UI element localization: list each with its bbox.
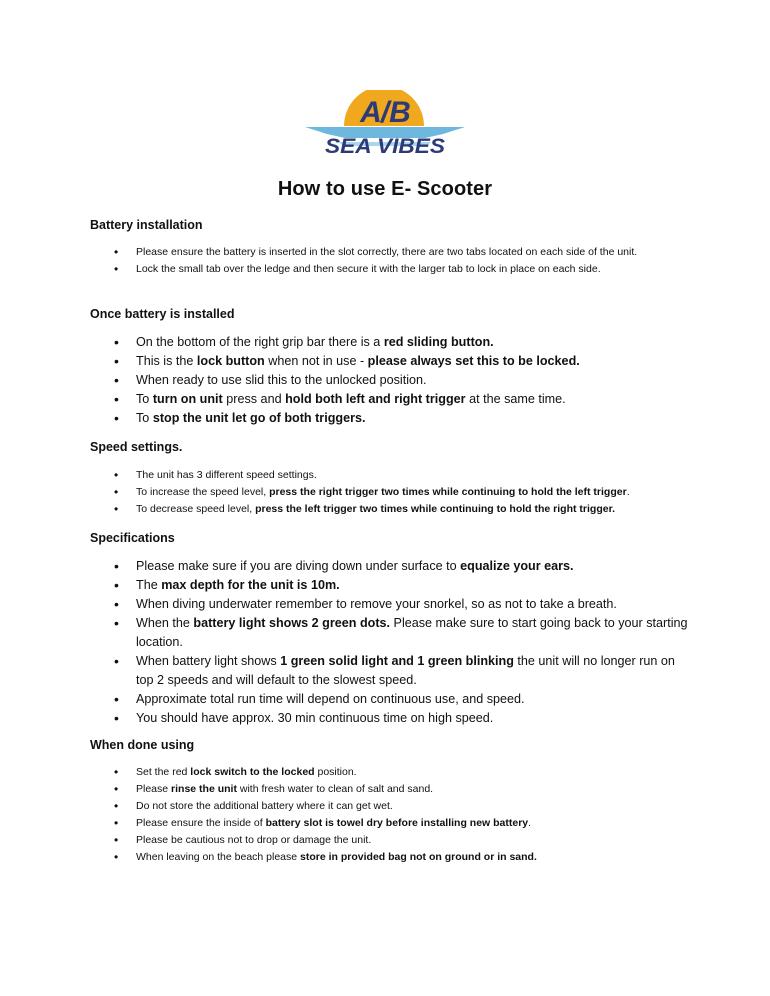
- text-run: .: [626, 486, 630, 498]
- when-done-using-list: [90, 764, 690, 866]
- bold-text-run: press the left trigger two times while continuing to hold the right trigger.: [255, 503, 616, 515]
- text-run: To: [136, 392, 153, 406]
- list-item: [90, 352, 690, 371]
- logo-letter-a: A: [360, 96, 382, 129]
- text-run: position.: [314, 766, 357, 778]
- section-heading-once-battery-installed: Once battery is installed: [90, 307, 235, 321]
- text-run: When battery light shows: [136, 654, 281, 668]
- text-run: When diving underwater remember to remove your snorkel, so as not to take a breath.: [136, 597, 617, 611]
- list-item: [90, 849, 690, 866]
- list-item: [90, 832, 690, 849]
- list-item: [90, 798, 690, 815]
- logo-brand-text: SEA VIBES: [325, 135, 445, 158]
- list-item: [90, 244, 680, 261]
- text-run: When ready to use slid this to the unlocked position.: [136, 373, 427, 387]
- list-item: [90, 652, 690, 690]
- section-heading-battery-installation: Battery installation: [90, 218, 203, 232]
- text-run: Please: [136, 783, 172, 795]
- text-run: When the: [136, 616, 194, 630]
- text-run: To decrease speed level,: [136, 503, 256, 515]
- text-run: with fresh water to clean of salt and sand.: [236, 783, 434, 795]
- list-item: [90, 764, 690, 781]
- list-item: [90, 467, 690, 484]
- bold-text-run: lock switch to the locked: [190, 766, 315, 778]
- battery-installation-list: [90, 244, 680, 278]
- list-item: [90, 614, 690, 652]
- text-run: Lock the small tab over the ledge and then secure it with the larger tab to lock in place on each side.: [136, 263, 601, 275]
- list-item: [90, 557, 690, 576]
- bold-text-run: stop the unit let go of both triggers.: [152, 411, 366, 425]
- bold-text-run: lock button: [196, 354, 265, 368]
- text-run: When leaving on the beach please: [136, 851, 301, 863]
- section-heading-speed-settings: Speed settings.: [90, 440, 183, 454]
- list-item: [90, 815, 690, 832]
- text-run: at the same time.: [465, 392, 566, 406]
- page-title: How to use E- Scooter: [277, 178, 493, 200]
- bold-text-run: equalize your ears.: [460, 559, 574, 573]
- section-heading-specifications: Specifications: [90, 531, 175, 545]
- bold-text-run: press the right trigger two times while continuing to hold the left trigger: [269, 486, 627, 498]
- list-item: [90, 371, 690, 390]
- text-run: On the bottom of the right grip bar there is a: [136, 335, 384, 349]
- bold-text-run: battery slot is towel dry before installing new battery: [265, 817, 529, 829]
- list-item: [90, 709, 690, 728]
- list-item: [90, 484, 690, 501]
- text-run: Approximate total run time will depend on continuous use, and speed.: [136, 692, 525, 706]
- list-item: [90, 595, 690, 614]
- list-item: [90, 261, 680, 278]
- list-item: [90, 501, 690, 518]
- list-item: [90, 409, 690, 428]
- text-run: This is the: [136, 354, 197, 368]
- text-run: Please be cautious not to drop or damage the unit.: [136, 834, 372, 846]
- specifications-list: [90, 557, 690, 728]
- bold-text-run: red sliding button.: [383, 335, 494, 349]
- logo-slash: /: [380, 96, 390, 129]
- text-run: Set the red: [136, 766, 191, 778]
- text-run: The unit has 3 different speed settings.: [136, 469, 317, 481]
- list-item: [90, 690, 690, 709]
- logo-letter-b: B: [389, 96, 411, 129]
- list-item: [90, 333, 690, 352]
- ab-sea-vibes-logo: [303, 90, 467, 158]
- bold-text-run: 1 green solid light and 1 green blinking: [280, 654, 514, 668]
- list-item: [90, 576, 690, 595]
- speed-settings-list: [90, 467, 690, 518]
- text-run: You should have approx. 30 min continuous time on high speed.: [136, 711, 494, 725]
- text-run: when not in use -: [264, 354, 368, 368]
- bold-text-run: please always set this to be locked.: [367, 354, 580, 368]
- text-run: The: [136, 578, 162, 592]
- bold-text-run: turn on unit: [152, 392, 223, 406]
- bold-text-run: battery light shows 2 green dots.: [193, 616, 391, 630]
- text-run: To increase the speed level,: [136, 486, 270, 498]
- bold-text-run: store in provided bag not on ground or in sand.: [300, 851, 537, 863]
- list-item: [90, 781, 690, 798]
- text-run: .: [528, 817, 532, 829]
- section-heading-when-done-using: When done using: [90, 738, 195, 752]
- once-battery-installed-list: [90, 333, 690, 428]
- text-run: Please ensure the inside of: [136, 817, 266, 829]
- text-run: press and: [222, 392, 286, 406]
- bold-text-run: rinse the unit: [171, 783, 237, 795]
- text-run: the unit will no longer run on top 2 speeds and will default to the slowest speed.: [136, 654, 675, 687]
- text-run: To: [136, 411, 153, 425]
- text-run: Do not store the additional battery where it can get wet.: [136, 800, 393, 812]
- text-run: Please ensure the battery is inserted in the slot correctly, there are two tabs located on each side of the unit.: [136, 246, 638, 258]
- text-run: Please make sure to start going back to your starting location.: [136, 616, 688, 649]
- bold-text-run: hold both left and right trigger: [285, 392, 466, 406]
- bold-text-run: max depth for the unit is 10m.: [161, 578, 340, 592]
- text-run: Please make sure if you are diving down under surface to: [136, 559, 461, 573]
- list-item: [90, 390, 690, 409]
